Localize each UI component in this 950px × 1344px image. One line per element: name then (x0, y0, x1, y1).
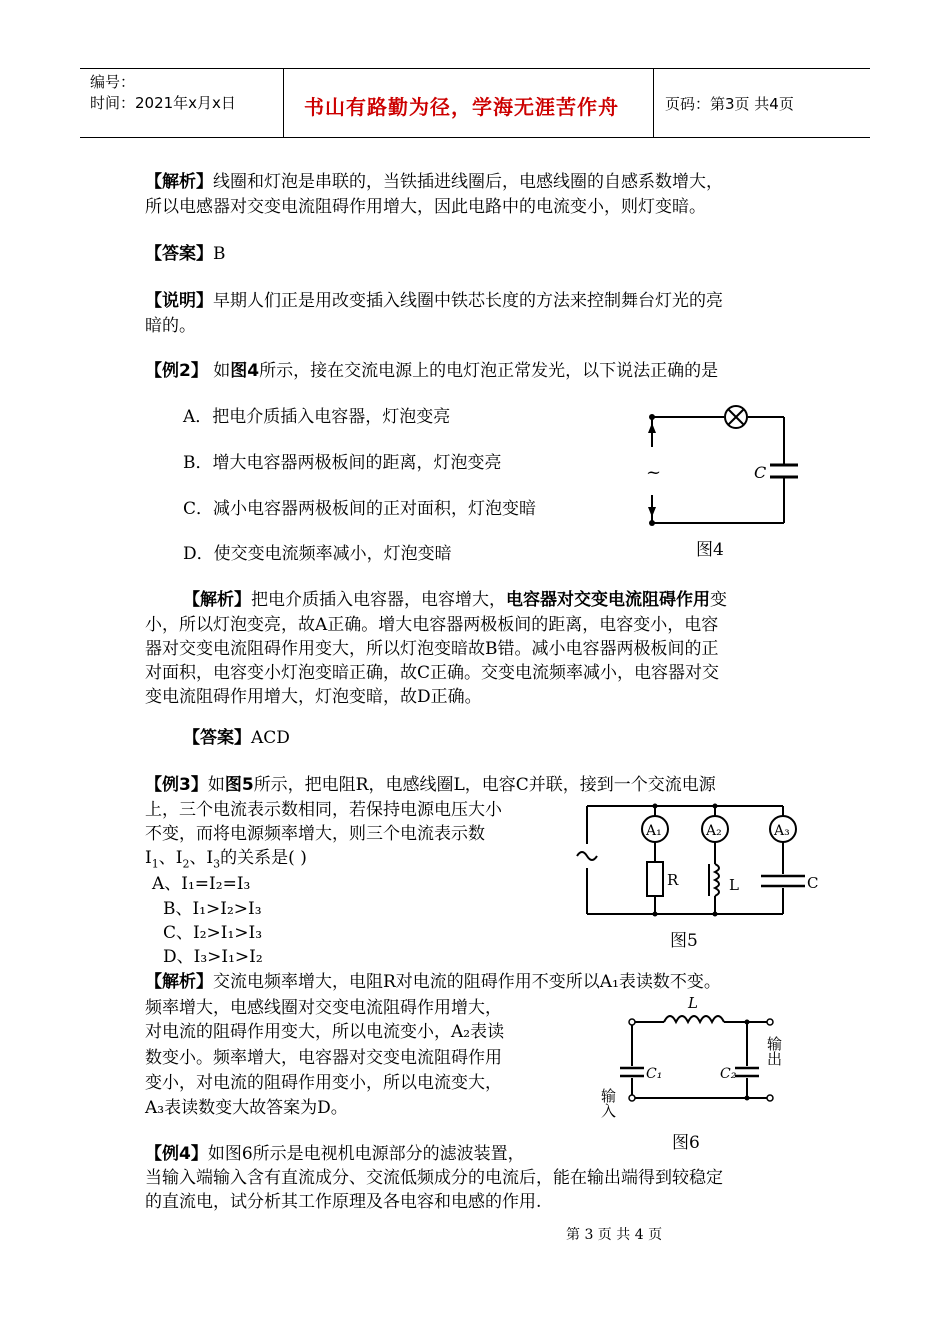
header-divider (283, 69, 284, 137)
analysis-2-line-4: 对面积，电容变小灯泡变暗正确，故C正确。交变电流频率减小，电容器对交 (145, 663, 720, 683)
example-3-line-1: 【例3】如图5所示，把电阻R，电感线圈L，电容C并联，接到一个交流电源 (145, 775, 716, 795)
example-4-line-2: 当输入端输入含有直流成分、交流低频成分的电流后，能在输出端得到较稳定 (145, 1168, 723, 1188)
fig6-c1-label: C₁ (646, 1066, 663, 1082)
fig5-resistor-label: R (667, 871, 679, 889)
analysis-2-line-2: 小，所以灯泡变亮，故A正确。增大电容器两极板间的距离，电容变小，电容 (145, 615, 719, 635)
number-label: 编号： (90, 73, 136, 91)
example-2-option-c: C．减小电容器两极板间的正对面积，灯泡变暗 (183, 499, 537, 519)
example-3-option-c: C、I₂>I₁>I₃ (163, 923, 263, 943)
header-page-info: 页码：第3页 共4页 (665, 95, 794, 113)
analysis-2-line-5: 变电流阻碍作用增大，灯泡变暗，故D正确。 (145, 687, 482, 707)
example-3-option-a: A、I₁=I₂=I₃ (152, 874, 251, 894)
fig6-input-label: 输入 (599, 1088, 617, 1118)
example-2-stem: 【例2】 如图4所示，接在交流电源上的电灯泡正常发光，以下说法正确的是 (145, 361, 719, 381)
fig6-inductor-label: L (688, 994, 698, 1012)
time-label: 时间：2021年x月x日 (90, 94, 236, 112)
fig4-capacitor-label: C (754, 463, 767, 482)
example-4-line-3: 的直流电，试分析其工作原理及各电容和电感的作用. (145, 1192, 542, 1212)
analysis-3-line-5: 变小，对电流的阻碍作用变小，所以电流变大， (145, 1073, 502, 1093)
example-2-option-d: D．使交变电流频率减小，灯泡变暗 (183, 544, 452, 564)
fig6-caption: 图6 (672, 1133, 700, 1153)
header-motto: 书山有路勤为径，学海无涯苦作舟 (304, 95, 619, 119)
fig5-capacitor-label: C (807, 874, 819, 892)
header-divider (653, 69, 654, 137)
fig6-c2-label: C₂ (720, 1066, 737, 1082)
analysis-1-line-2: 所以电感器对交变电流阻碍作用增大，因此电路中的电流变小，则灯变暗。 (145, 197, 706, 217)
analysis-3-line-1: 【解析】交流电频率增大，电阻R对电流的阻碍作用不变所以A₁表读数不变。 (145, 972, 721, 992)
analysis-1-line-1: 【解析】线圈和灯泡是串联的，当铁插进线圈后，电感线圈的自感系数增大， (145, 172, 723, 192)
header-meta (90, 72, 236, 114)
analysis-3-line-6: A₃表读数变大故答案为D。 (145, 1098, 348, 1118)
figure-5-circuit (575, 800, 819, 960)
example-2-option-a: A．把电介质插入电容器，灯泡变亮 (183, 407, 451, 427)
note-line-2: 暗的。 (145, 316, 196, 336)
page-footer: 第 3 页 共 4 页 (566, 1227, 663, 1243)
analysis-2-line-3: 器对交变电流阻碍作用变大，所以灯泡变暗故B错。减小电容器两极板间的正 (145, 639, 719, 659)
example-3-option-d: D、I₃>I₁>I₂ (163, 947, 263, 967)
example-3-option-b: B、I₁>I₂>I₃ (163, 899, 262, 919)
analysis-3-line-4: 数变小。频率增大，电容器对交变电流阻碍作用 (145, 1048, 502, 1068)
fig4-caption: 图4 (696, 540, 724, 560)
example-3-line-4: $I_1$、$I_2$、$I_3$的关系是( ) (145, 848, 307, 871)
answer-1: 【答案】B (145, 244, 226, 264)
fig5-meter-a1: A₁ (646, 823, 662, 839)
note-line-1: 【说明】早期人们正是用改变插入线圈中铁芯长度的方法来控制舞台灯光的亮 (145, 291, 723, 311)
example-3-line-2: 上，三个电流表示数相同，若保持电源电压大小 (145, 800, 502, 820)
fig5-inductor-label: L (729, 876, 739, 894)
fig5-caption: 图5 (670, 931, 698, 951)
example-4-line-1: 【例4】如图6所示是电视机电源部分的滤波装置， (145, 1144, 525, 1164)
analysis-2-line-1: 【解析】把电介质插入电容器，电容增大，电容器对交变电流阻碍作用变 (183, 590, 727, 610)
figure-4-circuit (636, 395, 811, 570)
fig6-output-label: 输出 (765, 1036, 783, 1066)
fig5-meter-a2: A₂ (706, 823, 722, 839)
figure-6-filter-circuit (592, 994, 802, 1154)
fig4-source-symbol: ~ (646, 462, 662, 483)
example-3-line-3: 不变，而将电源频率增大，则三个电流表示数 (145, 824, 485, 844)
fig5-meter-a3: A₃ (774, 823, 790, 839)
page-header (80, 68, 870, 138)
analysis-3-line-2: 频率增大，电感线圈对交变电流阻碍作用增大， (145, 998, 502, 1018)
answer-2: 【答案】ACD (183, 728, 290, 748)
example-2-option-b: B．增大电容器两极板间的距离，灯泡变亮 (183, 453, 502, 473)
analysis-3-line-3: 对电流的阻碍作用变大，所以电流变小，A₂表读 (145, 1022, 505, 1042)
